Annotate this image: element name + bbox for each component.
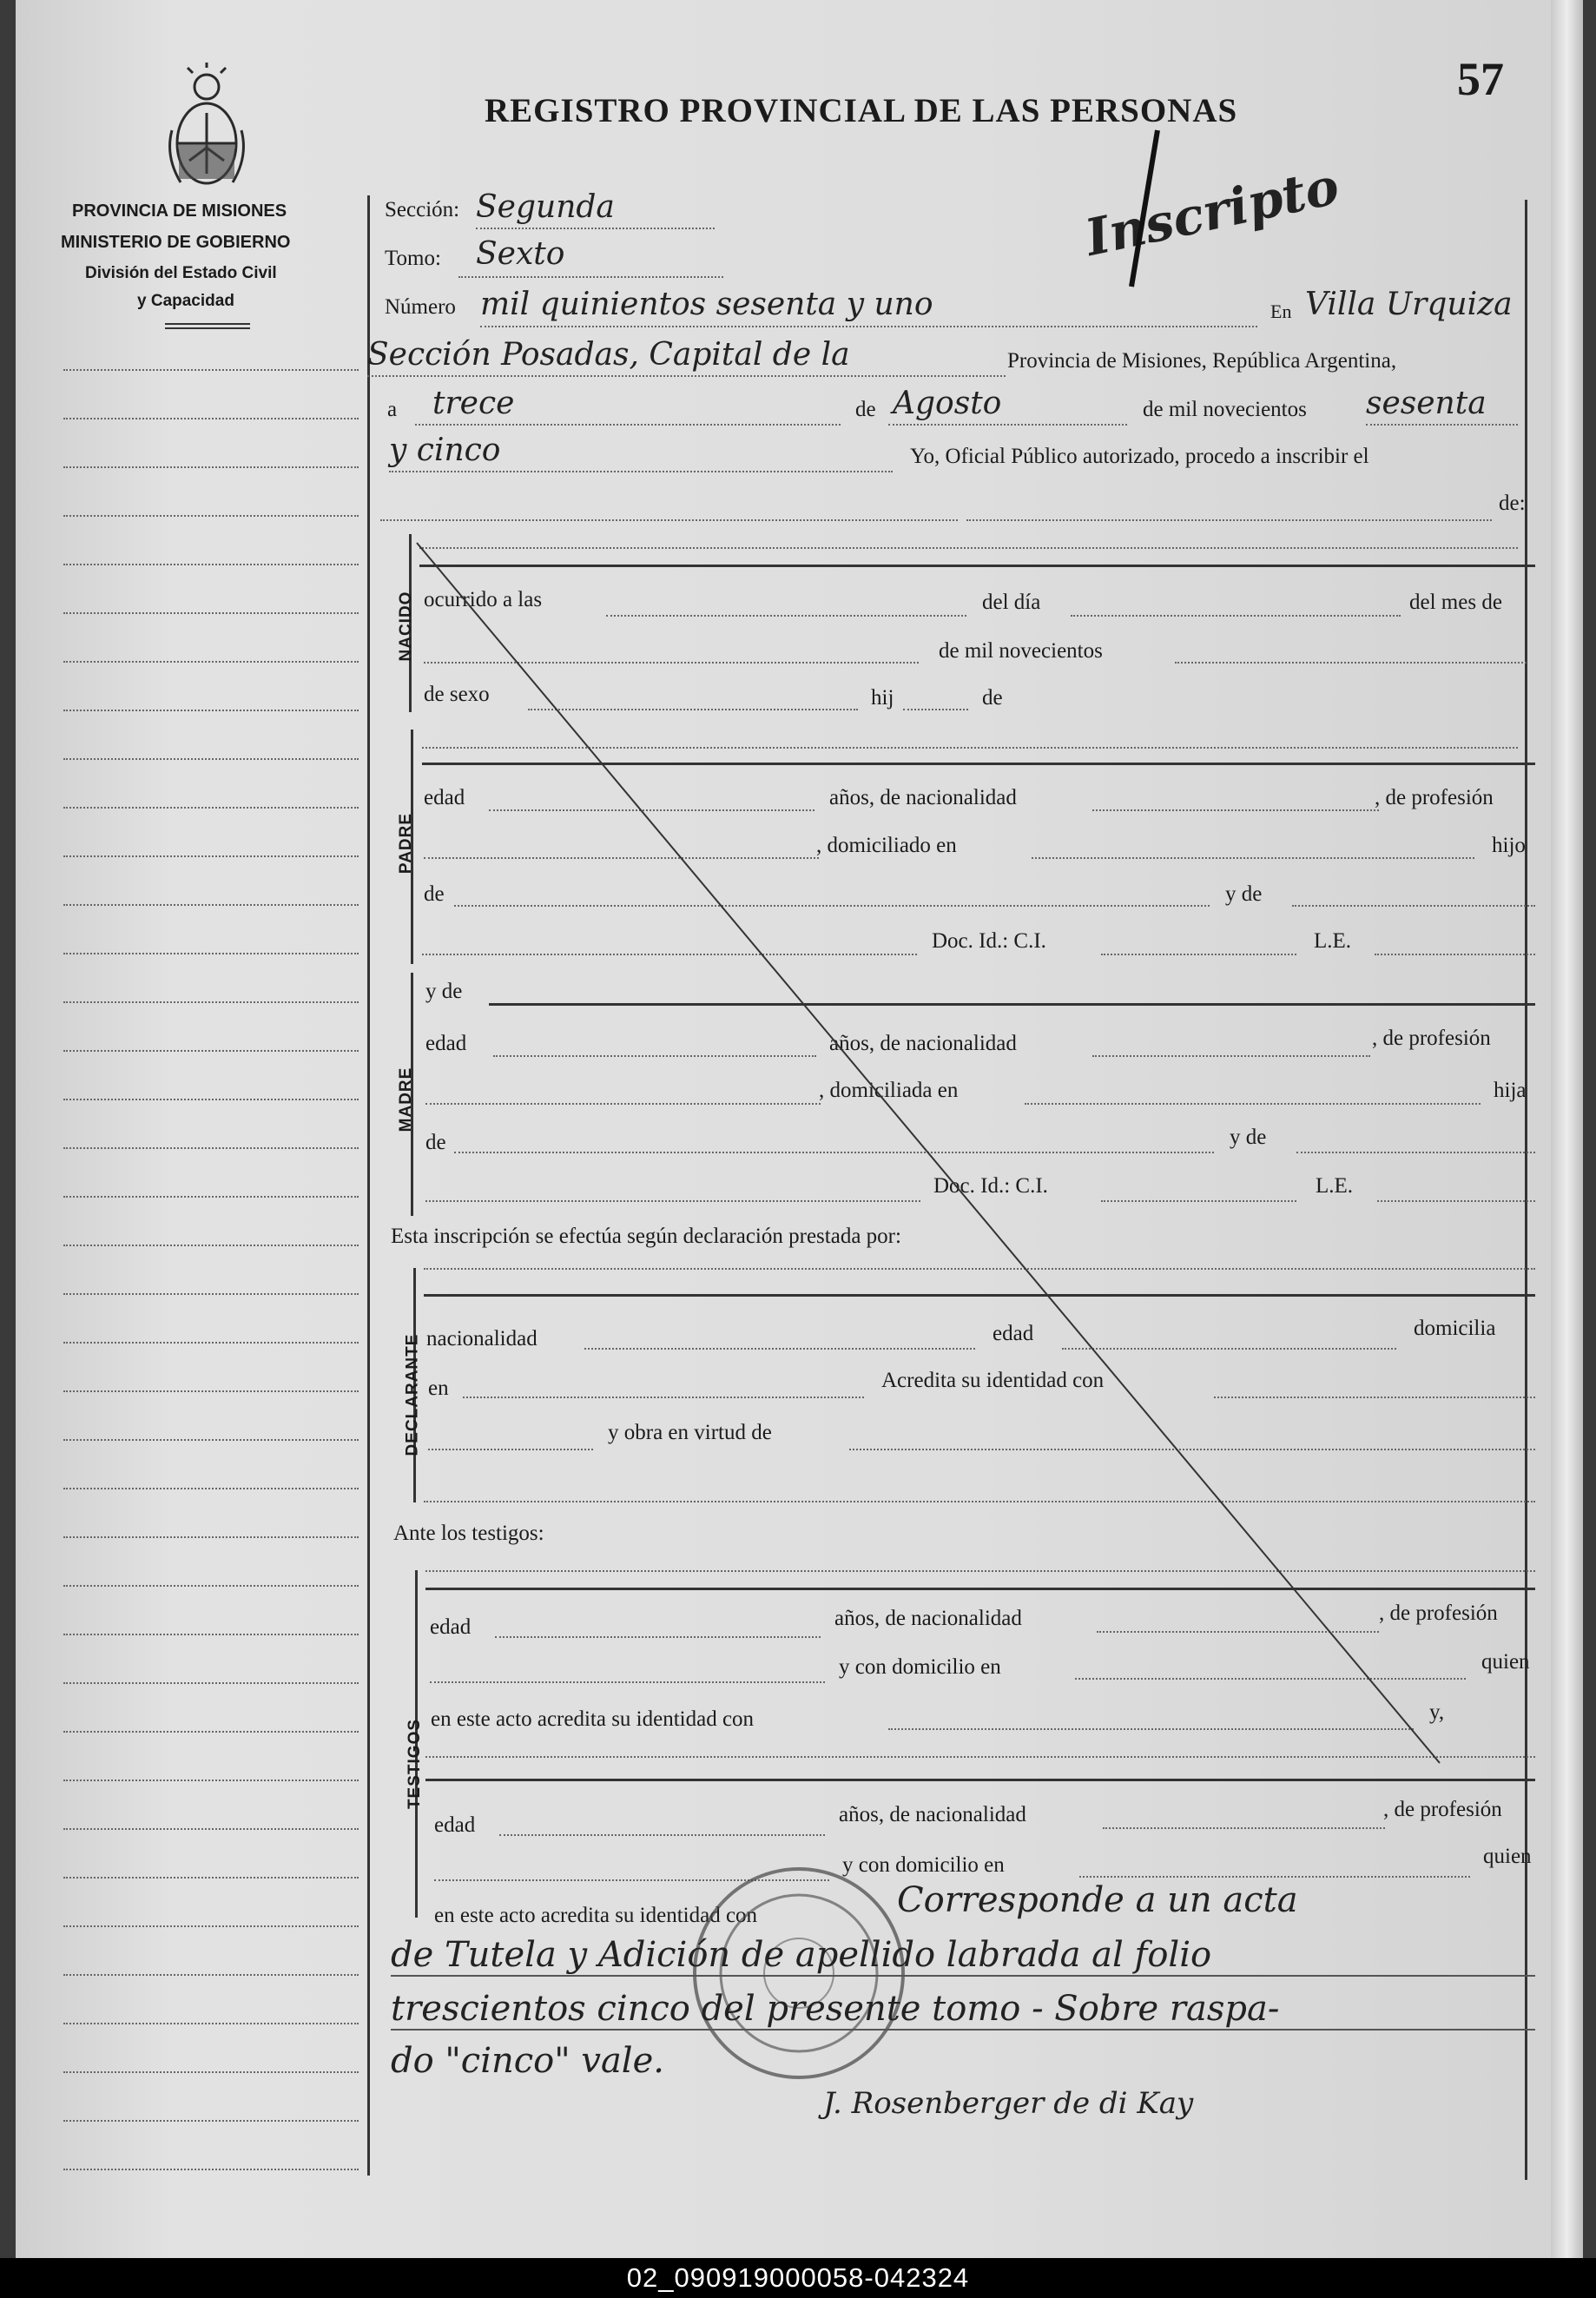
nacido-section-label: NACIDO bbox=[397, 591, 415, 662]
month-value: Agosto bbox=[893, 386, 1002, 421]
province-label: PROVINCIA DE MISIONES bbox=[72, 201, 287, 221]
annotation-line-1: Corresponde a un acta bbox=[897, 1880, 1298, 1920]
padre-hijo-label: hijo bbox=[1492, 834, 1526, 857]
madre-nacionalidad-label: años, de nacionalidad bbox=[829, 1032, 1017, 1055]
yo-text: Yo, Oficial Público autorizado, procedo a inscribir el bbox=[910, 445, 1369, 468]
testigo1-edad-label: edad bbox=[430, 1615, 472, 1639]
seccion-place-value: Sección Posadas, Capital de la bbox=[367, 337, 850, 373]
declarante-intro: Esta inscripción se efectúa según declaración prestada por: bbox=[391, 1225, 901, 1248]
madre-edad-label: edad bbox=[425, 1032, 467, 1055]
del-dia-label: del día bbox=[982, 591, 1041, 614]
de-label: de bbox=[855, 398, 876, 421]
footer-code: 02_090919000058-042324 bbox=[0, 2258, 1596, 2298]
testigo2-domicilio-label: y con domicilio en bbox=[842, 1853, 1005, 1877]
declarante-domicilia-label: domicilia bbox=[1414, 1317, 1496, 1340]
tomo-label: Tomo: bbox=[385, 247, 441, 270]
declarante-edad-label: edad bbox=[993, 1322, 1034, 1345]
year-value: sesenta bbox=[1366, 386, 1487, 421]
inscripto-stamp: Inscripto bbox=[1080, 155, 1344, 268]
de-colon: de: bbox=[1499, 492, 1526, 515]
a-label: a bbox=[387, 398, 398, 421]
declarante-en-label: en bbox=[428, 1377, 449, 1400]
padre-profesion-label: , de profesión bbox=[1375, 786, 1494, 809]
padre-doc-label: Doc. Id.: C.I. bbox=[932, 929, 1046, 953]
division-label: División del Estado Civil bbox=[85, 264, 277, 282]
del-mes-label: del mes de bbox=[1409, 591, 1502, 614]
testigo1-acredita-label: en este acto acredita su identidad con bbox=[431, 1707, 755, 1731]
testigo2-nacionalidad-label: años, de nacionalidad bbox=[839, 1803, 1026, 1826]
madre-section-label: MADRE bbox=[397, 1066, 415, 1132]
madre-y-de2-label: y de bbox=[1230, 1126, 1267, 1149]
ocurrido-label: ocurrido a las bbox=[424, 588, 543, 611]
ministry-label: MINISTERIO DE GOBIERNO bbox=[61, 233, 291, 252]
year-label: de mil novecientos bbox=[1143, 398, 1307, 421]
madre-hija-label: hija bbox=[1494, 1079, 1527, 1102]
madre-de-label: de bbox=[425, 1131, 446, 1154]
annotation-signature: J. Rosenberger de di Kay bbox=[823, 2086, 1194, 2121]
testigo2-profesion-label: , de profesión bbox=[1383, 1798, 1502, 1821]
day-value: trece bbox=[432, 386, 515, 421]
padre-y-de-label: y de bbox=[1225, 882, 1263, 906]
numero-value: mil quinientos sesenta y uno bbox=[480, 287, 933, 322]
hij-label: hij bbox=[871, 686, 894, 710]
padre-edad-label: edad bbox=[424, 786, 465, 809]
seccion-label: Sección: bbox=[385, 198, 460, 221]
tomo-value: Sexto bbox=[476, 236, 565, 272]
de-mil-label: de mil novecientos bbox=[939, 639, 1103, 663]
annotation-line-2: de Tutela y Adición de apellido labrada al folio bbox=[391, 1935, 1212, 1975]
en-value: Villa Urquiza bbox=[1305, 287, 1513, 322]
padre-domiciliado-label: , domiciliado en bbox=[816, 834, 957, 857]
madre-doc-label: Doc. Id.: C.I. bbox=[933, 1174, 1048, 1198]
year-value-2: y cinco bbox=[389, 433, 501, 468]
declarante-nacionalidad-label: nacionalidad bbox=[426, 1327, 537, 1350]
seccion-value: Segunda bbox=[476, 189, 615, 225]
testigo2-edad-label: edad bbox=[434, 1813, 476, 1837]
testigo2-quien-label: quien bbox=[1483, 1845, 1532, 1868]
testigos-intro: Ante los testigos: bbox=[393, 1522, 544, 1545]
testigos-section-label: TESTIGOS bbox=[406, 1718, 424, 1810]
register-page bbox=[16, 0, 1583, 2258]
testigo1-y-label: y, bbox=[1429, 1700, 1445, 1724]
declarante-obra-label: y obra en virtud de bbox=[608, 1421, 772, 1444]
en-label: En bbox=[1270, 300, 1292, 322]
padre-section-label: PADRE bbox=[397, 812, 415, 875]
testigo1-nacionalidad-label: años, de nacionalidad bbox=[834, 1607, 1022, 1630]
provincia-text: Provincia de Misiones, República Argentina, bbox=[1007, 349, 1397, 373]
madre-le-label: L.E. bbox=[1316, 1174, 1354, 1198]
padre-de-label: de bbox=[424, 882, 445, 906]
testigo1-profesion-label: , de profesión bbox=[1379, 1601, 1498, 1625]
testigo1-quien-label: quien bbox=[1481, 1650, 1530, 1674]
madre-y-de-label: y de bbox=[425, 980, 463, 1003]
nacido-de-label: de bbox=[982, 686, 1003, 710]
annotation-line-4: do "cinco" vale. bbox=[391, 2041, 664, 2081]
numero-label: Número bbox=[385, 295, 456, 319]
capacity-label: y Capacidad bbox=[137, 292, 234, 310]
testigo2-acredita-label: en este acto acredita su identidad con bbox=[434, 1904, 758, 1927]
padre-nacionalidad-label: años, de nacionalidad bbox=[829, 786, 1017, 809]
de-sexo-label: de sexo bbox=[424, 683, 490, 706]
annotation-line-3: trescientos cinco del presente tomo - Sobre raspa- bbox=[391, 1989, 1280, 2029]
declarante-acredita-label: Acredita su identidad con bbox=[881, 1369, 1105, 1392]
padre-le-label: L.E. bbox=[1314, 929, 1352, 953]
diagonal-cancel-line bbox=[16, 0, 1583, 2258]
madre-domiciliada-label: , domiciliada en bbox=[819, 1079, 959, 1102]
declarante-section-label: DECLARANTE bbox=[403, 1333, 422, 1456]
page-title: REGISTRO PROVINCIAL DE LAS PERSONAS bbox=[485, 92, 1238, 129]
madre-profesion-label: , de profesión bbox=[1372, 1027, 1491, 1050]
testigo1-domicilio-label: y con domicilio en bbox=[839, 1655, 1001, 1679]
page-number: 57 bbox=[1457, 53, 1504, 105]
